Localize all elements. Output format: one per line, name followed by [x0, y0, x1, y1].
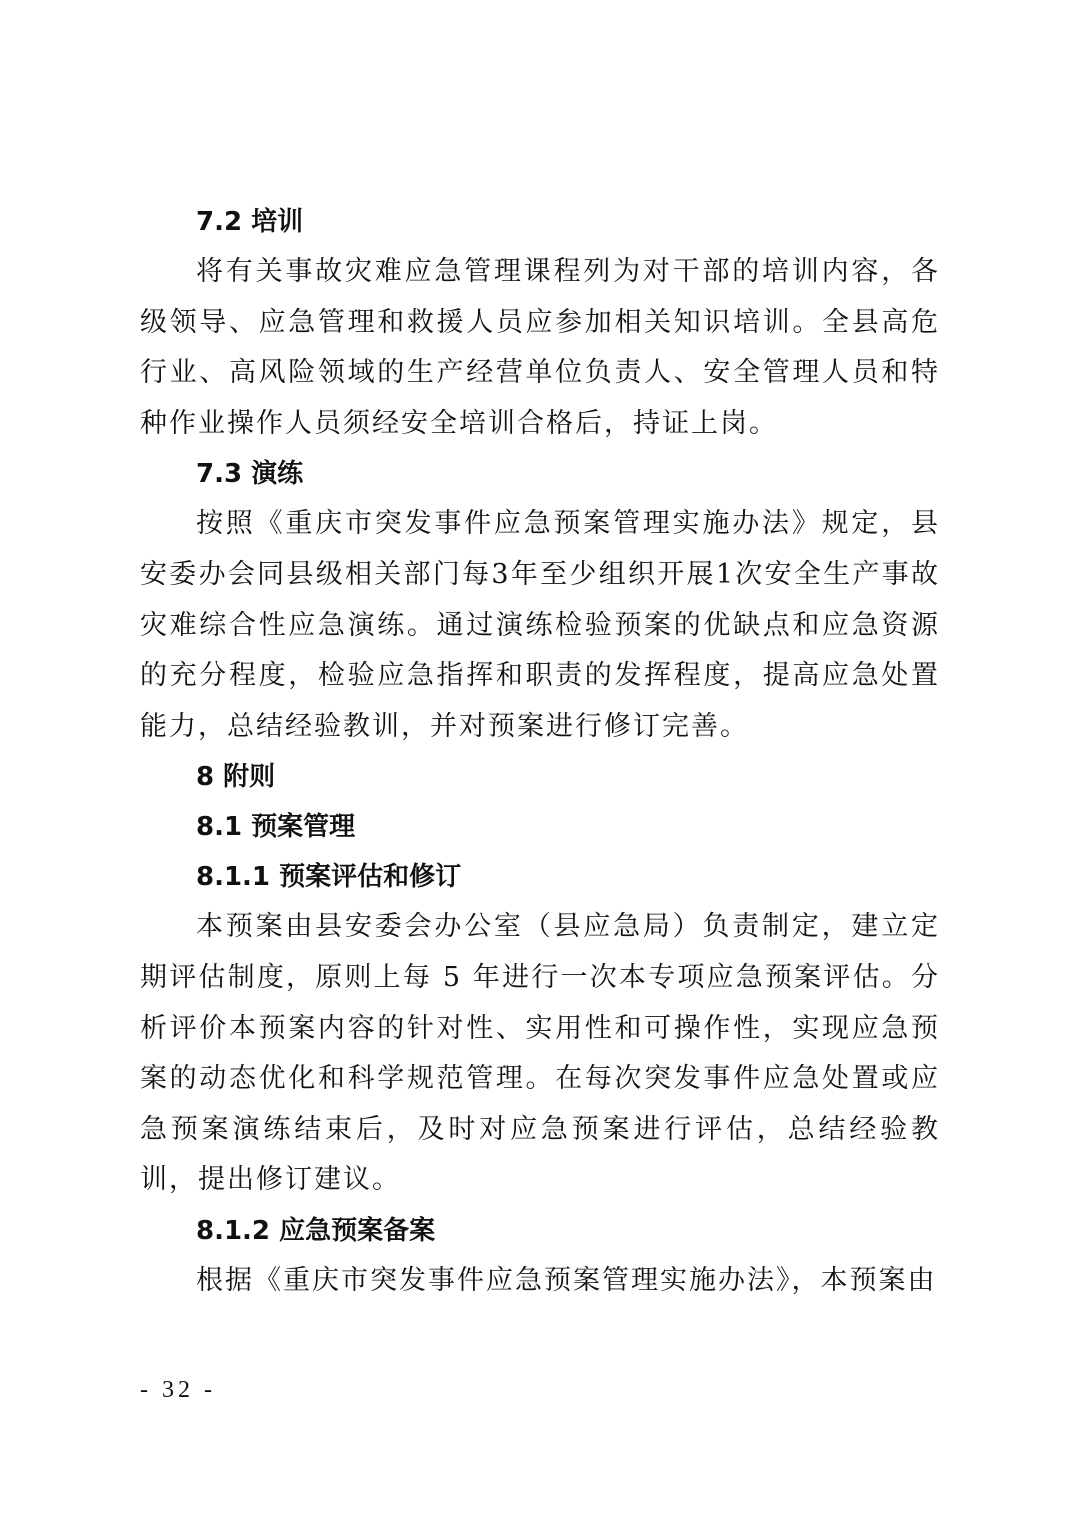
section-heading-8-1-2: 8.1.2 应急预案备案: [196, 1215, 436, 1246]
document-body: [140, 197, 940, 1307]
section-heading-8: 8 附则: [196, 762, 276, 793]
paragraph-drill: 按照《重庆市突发事件应急预案管理实施办法》规定，县安委办会同县级相关部门每3年至少组织开展1次安全生产事故灾难综合性应急演练。通过演练检验预案的优缺点和应急资源的充分程度，检验应急指挥和职责的发挥程度，提高应急处置能力，总结经验教训，并对预案进行修订完善。: [140, 508, 940, 742]
section-heading-7-3: 7.3 演练: [196, 459, 304, 490]
section-heading-8-1: 8.1 预案管理: [196, 812, 356, 843]
page-number: - 32 -: [140, 1377, 216, 1403]
paragraph-plan-filing: 根据《重庆市突发事件应急预案管理实施办法》，本预案由: [196, 1264, 937, 1296]
paragraph-plan-evaluation: 本预案由县安委会办公室（县应急局）负责制定，建立定期评估制度，原则上每 5 年进行一次本专项应急预案评估。分析评价本预案内容的针对性、实用性和可操作性，实现应急预案的动态优化和科学规范管理。在每次突发事件应急处置或应急预案演练结束后，及时对应急预案进行评估，总结经验教训，提出修订建议。: [140, 911, 940, 1196]
section-heading-7-2: 7.2 培训: [196, 207, 304, 237]
paragraph-training: 将有关事故灾难应急管理课程列为对干部的培训内容，各级领导、应急管理和救援人员应参加相关知识培训。全县高危行业、高风险领域的生产经营单位负责人、安全管理人员和特种作业操作人员须经安全培训合格后，持证上岗。: [140, 256, 940, 439]
section-heading-8-1-1: 8.1.1 预案评估和修订: [196, 862, 462, 893]
